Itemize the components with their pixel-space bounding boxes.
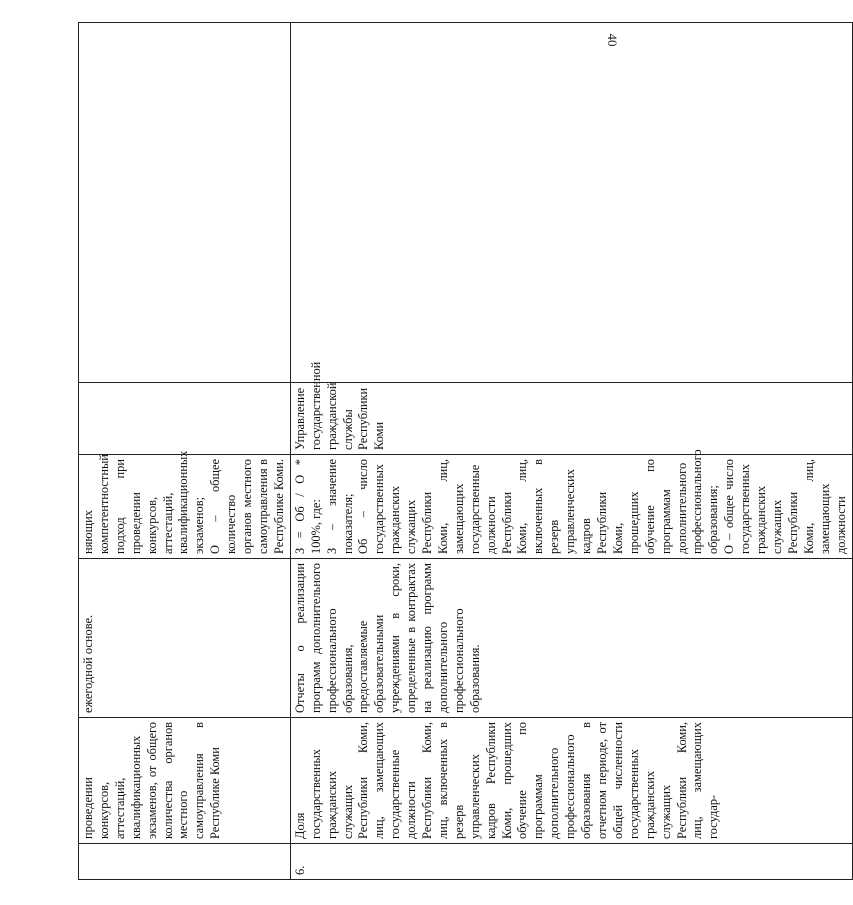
indicator-table — [78, 22, 853, 880]
extra-cell — [290, 23, 852, 383]
indicator-name-cell: проведении конкурсов, аттестаций, квалификационных экзаменов, от общего количества органов местного самоуправления в Республике Коми — [79, 718, 291, 844]
row-number-cell — [79, 844, 291, 880]
data-source-cell: ежегодной основе. — [79, 559, 291, 718]
calculation-method-cell: З = Об / О * 100%, где: З – значение показателя; Об – число государственных гражданских служащих Республики Коми, лиц, замещающих государственные должности Республики Коми, лиц, включенных в резерв управленческих кадров Республики Коми, прошедших обучение по программам дополнительного профессионального образования; О – общее число государственных гражданских служащих Республики Коми, лиц, замещающих должности — [290, 455, 852, 559]
data-source-cell: Отчеты о реализации программ дополнительного профессионального образования, предоставляемые образовательными учреждениями в сроки, определенные в контрактах на реализацию программ дополнительного профессионального образования. — [290, 559, 852, 718]
extra-cell — [79, 23, 291, 383]
page-number: 40 — [605, 33, 620, 47]
calculation-method-cell: няющих компетентностный подход при проведении конкурсов, аттестаций, квалификационных экзаменов; О – общее количество органов местного самоуправления в Республике Коми. — [79, 455, 291, 559]
table-row — [290, 23, 852, 880]
row-number-cell: 6. — [290, 844, 852, 880]
responsible-cell — [79, 383, 291, 455]
responsible-cell: Управление государственной гражданской службы Республики Коми — [290, 383, 852, 455]
table-row — [79, 23, 291, 880]
indicator-name-cell: Доля государственных гражданских служащих Республики Коми, лиц, замещающих государственные должности Республики Коми, лиц, включенных в резерв управленческих кадров Республики Коми, прошедших обучение по программам дополнительного профессионального образования в отчетном периоде, от общей численности государственных гражданских служащих Республики Коми, лиц, замещающих государ- — [290, 718, 852, 844]
